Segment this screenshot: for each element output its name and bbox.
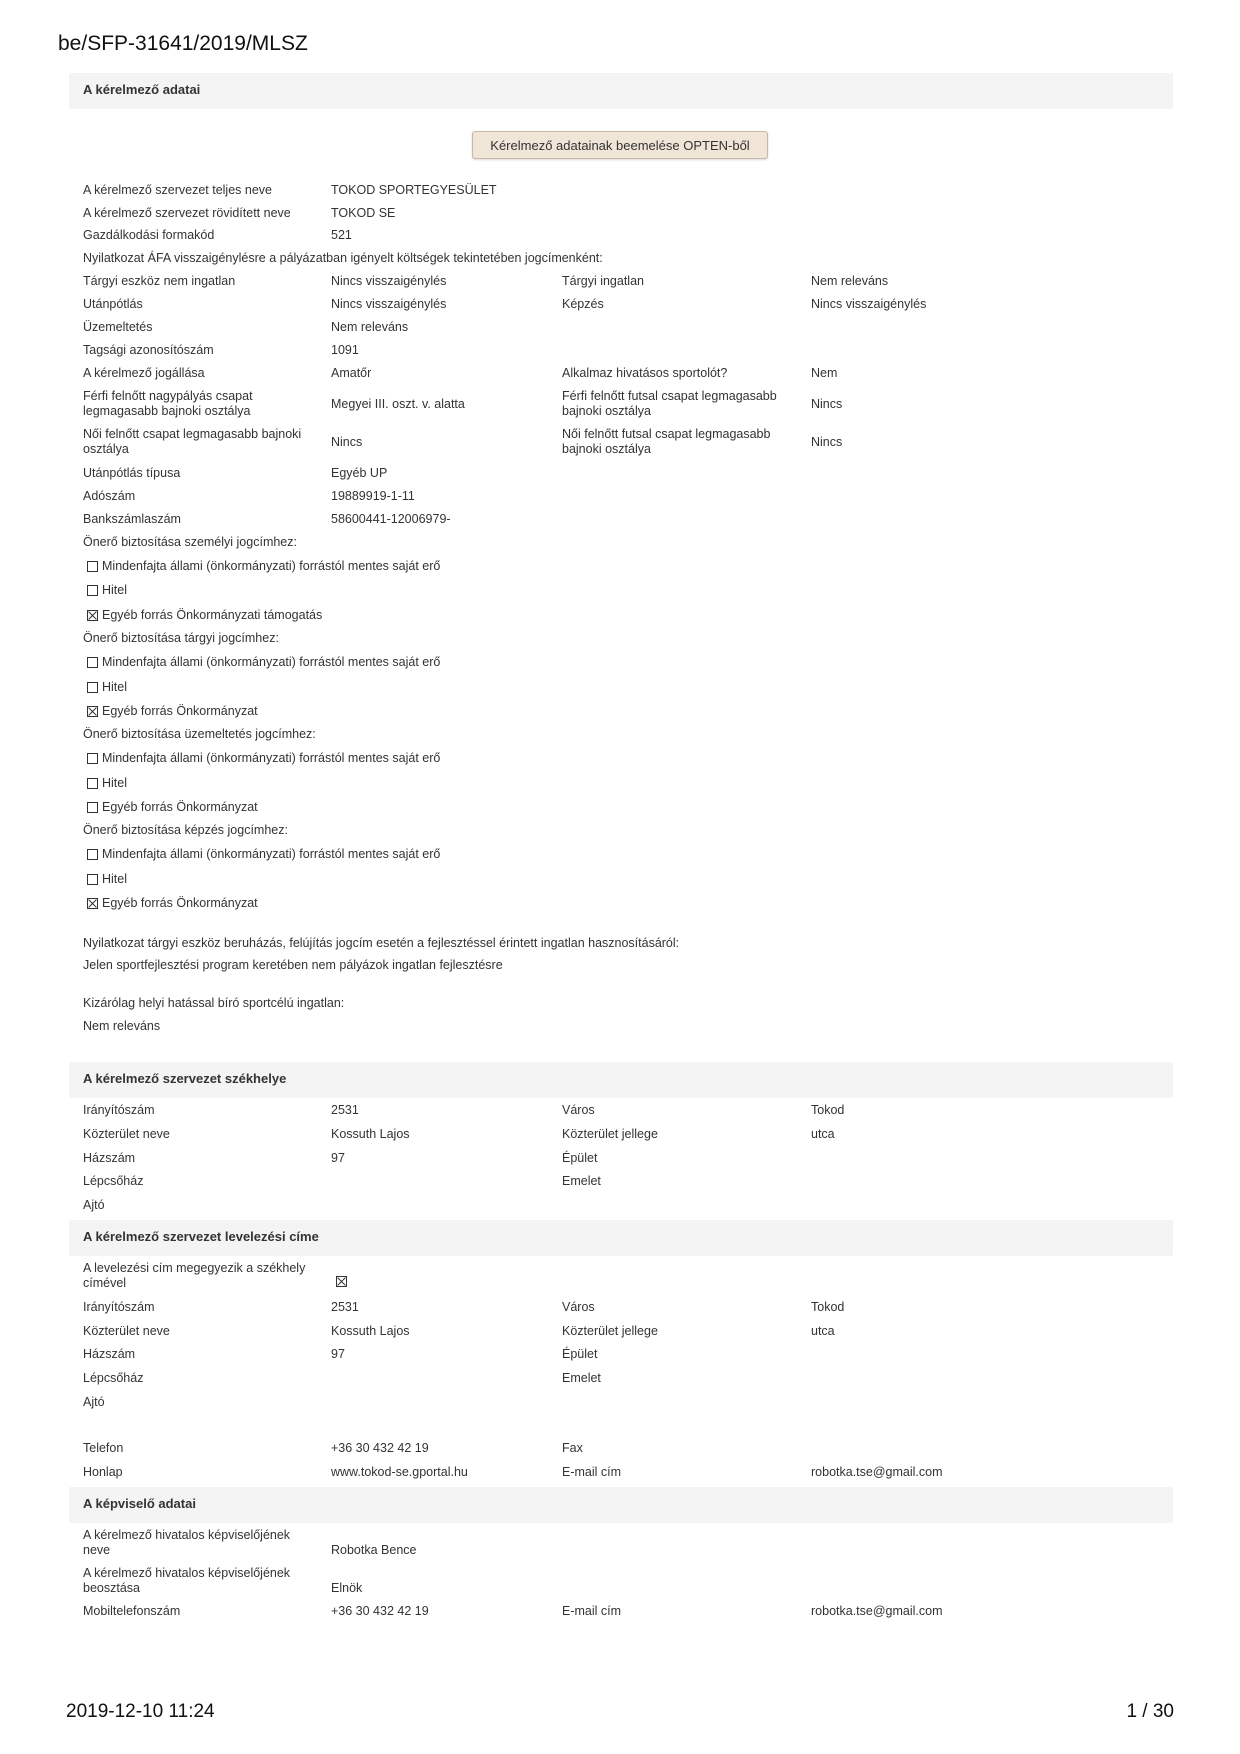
- checkbox-row[interactable]: [87, 751, 440, 766]
- mail-city-value: Tokod: [811, 1300, 845, 1314]
- full-name-value: TOKOD SPORTEGYESÜLET: [331, 183, 497, 197]
- section-header-applicant: [69, 73, 1173, 109]
- oneru-kepzes-title: Önerő biztosítása képzés jogcímhez:: [83, 823, 288, 837]
- rep-email-value: robotka.tse@gmail.com: [811, 1604, 943, 1618]
- bank-label: Bankszámlaszám: [83, 512, 181, 526]
- short-name-value: TOKOD SE: [331, 206, 396, 220]
- checkbox-row[interactable]: [87, 583, 127, 598]
- mail-building-label: Épület: [562, 1347, 598, 1361]
- noi-futsal-value: Nincs: [811, 435, 843, 449]
- up-tipus-label: Utánpótlás típusa: [83, 466, 181, 480]
- mail-zip-value: 2531: [331, 1300, 359, 1314]
- checkbox-label: Mindenfajta állami (önkormányzati) forrástól mentes saját erő: [102, 655, 441, 669]
- checkbox-label: Mindenfajta állami (önkormányzati) forrástól mentes saját erő: [102, 559, 441, 573]
- seat-street-value: Kossuth Lajos: [331, 1127, 410, 1141]
- mail-city-label: Város: [562, 1300, 595, 1314]
- footer-page-number: 1 / 30: [1126, 1701, 1174, 1722]
- checkbox-row[interactable]: [87, 704, 258, 719]
- rep-mobile-label: Mobiltelefonszám: [83, 1604, 181, 1618]
- checkbox-row[interactable]: [87, 680, 127, 695]
- seat-zip-value: 2531: [331, 1103, 359, 1117]
- seat-building-label: Épület: [562, 1151, 598, 1165]
- import-from-opten-button[interactable]: Kérelmező adatainak beemelése OPTEN-ből: [472, 131, 768, 159]
- seat-street-type-value: utca: [811, 1127, 835, 1141]
- adoszam-value: 19889919-1-11: [331, 489, 415, 503]
- tagsagi-label: Tagsági azonosítószám: [83, 343, 214, 357]
- footer-timestamp: 2019-12-10 11:24: [66, 1701, 215, 1722]
- utanpotlas-value: Nincs visszaigénylés: [331, 297, 447, 311]
- checkbox-row[interactable]: [87, 872, 127, 887]
- noi-value: Nincs: [331, 435, 363, 449]
- section-title: A képviselő adatai: [83, 1496, 196, 1511]
- checkbox-row[interactable]: [87, 608, 322, 623]
- form-code-value: 521: [331, 228, 352, 242]
- ferfi-nagy-label: Férfi felnőtt nagypályás csapat legmagasabb bajnoki osztálya: [83, 389, 253, 418]
- rep-name-label: A kérelmező hivatalos képviselőjének neve: [83, 1528, 291, 1557]
- utanpotlas-label: Utánpótlás: [83, 297, 143, 311]
- checkbox-unchecked[interactable]: [87, 849, 98, 860]
- rep-mobile-value: +36 30 432 42 19: [331, 1604, 429, 1618]
- checkbox-row[interactable]: [87, 800, 258, 815]
- section-title: A kérelmező szervezet székhelye: [83, 1071, 287, 1086]
- checkbox-label: Mindenfajta állami (önkormányzati) forrástól mentes saját erő: [102, 847, 441, 861]
- noi-label: Női felnőtt csapat legmagasabb bajnoki osztálya: [83, 427, 302, 456]
- rep-position-label: A kérelmező hivatalos képviselőjének beosztása: [83, 1566, 291, 1595]
- checkbox-checked[interactable]: [87, 610, 98, 621]
- checkbox-row[interactable]: [87, 559, 440, 574]
- web-value: www.tokod-se.gportal.hu: [331, 1465, 468, 1479]
- checkbox-unchecked[interactable]: [87, 802, 98, 813]
- document-id: be/SFP-31641/2019/MLSZ: [58, 32, 308, 55]
- checkbox-label: Mindenfajta állami (önkormányzati) forrástól mentes saját erő: [102, 751, 441, 765]
- uzemeltetes-label: Üzemeltetés: [83, 320, 153, 334]
- rep-position-value: Elnök: [331, 1581, 363, 1595]
- helyi-ingatlan-value: Nem releváns: [83, 1019, 161, 1033]
- checkbox-row[interactable]: [87, 847, 440, 862]
- mail-street-value: Kossuth Lajos: [331, 1324, 410, 1338]
- noi-futsal-label: Női felnőtt futsal csapat legmagasabb bajnoki osztálya: [562, 427, 771, 456]
- email-label: E-mail cím: [562, 1465, 622, 1479]
- beruhazas-statement-value: Jelen sportfejlesztési program keretében nem pályázok ingatlan fejlesztésre: [83, 958, 503, 972]
- mail-same-checkbox[interactable]: [336, 1276, 347, 1287]
- section-header-representative: [69, 1487, 1173, 1523]
- rep-name-value: Robotka Bence: [331, 1543, 417, 1557]
- oneru-szemelyi-title: Önerő biztosítása személyi jogcímhez:: [83, 535, 297, 549]
- section-title: A kérelmező adatai: [83, 82, 201, 97]
- ferfi-futsal-value: Nincs: [811, 397, 843, 411]
- targyi-ingatlan-label: Tárgyi ingatlan: [562, 274, 644, 288]
- seat-door-label: Ajtó: [83, 1198, 105, 1212]
- hivatasos-label: Alkalmaz hivatásos sportolót?: [562, 366, 728, 380]
- kepzes-value: Nincs visszaigénylés: [811, 297, 927, 311]
- oneru-uzemeltetes-title: Önerő biztosítása üzemeltetés jogcímhez:: [83, 727, 316, 741]
- targyi-eszkoz-label: Tárgyi eszköz nem ingatlan: [83, 274, 236, 288]
- seat-stair-label: Lépcsőház: [83, 1174, 144, 1188]
- seat-city-label: Város: [562, 1103, 595, 1117]
- short-name-label: A kérelmező szervezet rövidített neve: [83, 206, 291, 220]
- seat-house-value: 97: [331, 1151, 345, 1165]
- checkbox-checked[interactable]: [87, 706, 98, 717]
- hivatasos-value: Nem: [811, 366, 838, 380]
- targyi-ingatlan-value: Nem releváns: [811, 274, 889, 288]
- mail-house-label: Házszám: [83, 1347, 136, 1361]
- checkbox-label: Hitel: [102, 680, 128, 694]
- uzemeltetes-value: Nem releváns: [331, 320, 409, 334]
- mail-door-label: Ajtó: [83, 1395, 105, 1409]
- mail-floor-label: Emelet: [562, 1371, 601, 1385]
- checkbox-label: Egyéb forrás Önkormányzat: [102, 800, 258, 814]
- adoszam-label: Adószám: [83, 489, 136, 503]
- section-header-mail: [69, 1220, 1173, 1256]
- mail-same-label: A levelezési cím megegyezik a székhely címével: [83, 1261, 306, 1290]
- helyi-ingatlan-label: Kizárólag helyi hatással bíró sportcélú ingatlan:: [83, 996, 345, 1010]
- seat-city-value: Tokod: [811, 1103, 845, 1117]
- jogallas-value: Amatőr: [331, 366, 372, 380]
- up-tipus-value: Egyéb UP: [331, 466, 388, 480]
- mail-street-label: Közterület neve: [83, 1324, 170, 1338]
- seat-house-label: Házszám: [83, 1151, 136, 1165]
- afa-statement: Nyilatkozat ÁFA visszaigénylésre a pályázatban igényelt költségek tekintetében jogcímenként:: [83, 251, 603, 265]
- checkbox-label: Hitel: [102, 776, 128, 790]
- tagsagi-value: 1091: [331, 343, 359, 357]
- kepzes-label: Képzés: [562, 297, 604, 311]
- checkbox-label: Egyéb forrás Önkormányzat: [102, 704, 258, 718]
- phone-value: +36 30 432 42 19: [331, 1441, 429, 1455]
- seat-floor-label: Emelet: [562, 1174, 601, 1188]
- checkbox-unchecked[interactable]: [87, 561, 98, 572]
- section-header-seat: [69, 1062, 1173, 1098]
- email-value: robotka.tse@gmail.com: [811, 1465, 943, 1479]
- checkbox-label: Hitel: [102, 583, 128, 597]
- checkbox-label: Egyéb forrás Önkormányzat: [102, 896, 258, 910]
- checkbox-row[interactable]: [87, 655, 440, 670]
- phone-label: Telefon: [83, 1441, 124, 1455]
- checkbox-label: Egyéb forrás Önkormányzati támogatás: [102, 608, 323, 622]
- seat-street-label: Közterület neve: [83, 1127, 170, 1141]
- checkbox-row[interactable]: [87, 896, 258, 911]
- checkbox-row[interactable]: [87, 776, 127, 791]
- rep-email-label: E-mail cím: [562, 1604, 622, 1618]
- checkbox-unchecked[interactable]: [87, 778, 98, 789]
- checkbox-unchecked[interactable]: [87, 585, 98, 596]
- form-code-label: Gazdálkodási formakód: [83, 228, 215, 242]
- checkbox-unchecked[interactable]: [87, 753, 98, 764]
- checkbox-checked[interactable]: [87, 898, 98, 909]
- targyi-eszkoz-value: Nincs visszaigénylés: [331, 274, 447, 288]
- fax-label: Fax: [562, 1441, 583, 1455]
- oneru-targyi-title: Önerő biztosítása tárgyi jogcímhez:: [83, 631, 279, 645]
- section-title: A kérelmező szervezet levelezési címe: [83, 1229, 319, 1244]
- ferfi-nagy-value: Megyei III. oszt. v. alatta: [331, 397, 465, 411]
- ferfi-futsal-label: Férfi felnőtt futsal csapat legmagasabb bajnoki osztálya: [562, 389, 777, 418]
- seat-street-type-label: Közterület jellege: [562, 1127, 658, 1141]
- seat-zip-label: Irányítószám: [83, 1103, 155, 1117]
- checkbox-unchecked[interactable]: [87, 657, 98, 668]
- checkbox-unchecked[interactable]: [87, 682, 98, 693]
- bank-value: 58600441-12006979-: [331, 512, 451, 526]
- mail-stair-label: Lépcsőház: [83, 1371, 144, 1385]
- mail-zip-label: Irányítószám: [83, 1300, 155, 1314]
- jogallas-label: A kérelmező jogállása: [83, 366, 205, 380]
- mail-street-type-value: utca: [811, 1324, 835, 1338]
- beruhazas-statement-label: Nyilatkozat tárgyi eszköz beruházás, felújítás jogcím esetén a fejlesztéssel érintett ingatlan hasznosításáról:: [83, 936, 680, 950]
- checkbox-unchecked[interactable]: [87, 874, 98, 885]
- mail-house-value: 97: [331, 1347, 345, 1361]
- web-label: Honlap: [83, 1465, 123, 1479]
- mail-street-type-label: Közterület jellege: [562, 1324, 658, 1338]
- checkbox-label: Hitel: [102, 872, 128, 886]
- full-name-label: A kérelmező szervezet teljes neve: [83, 183, 272, 197]
